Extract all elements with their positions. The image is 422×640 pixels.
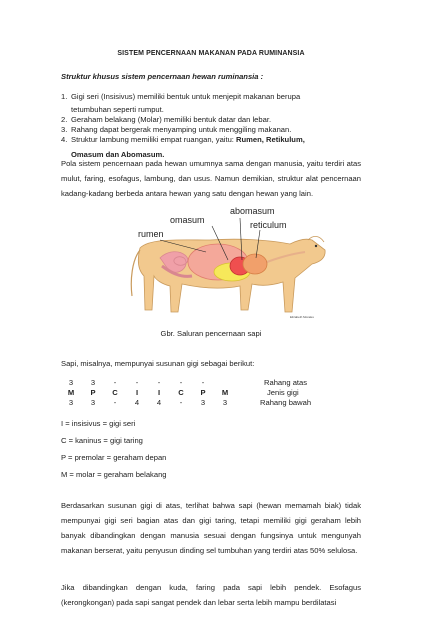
label-rahang-bawah: Rahang bawah [260,398,312,407]
document-title: SISTEM PENCERNAAN MAKANAN PADA RUMINANSIA [117,50,305,57]
label-reticulum: reticulum [250,220,287,230]
paragraph-analysis: Berdasarkan susunan gigi di atas, terlihat bahwa sapi (hewan memamah biak) tidak mempunyai gigi seri bagian atas dan gigi taring, tetapi memiliki gigi geraham lebih banyak dibandingkan dengan manusia sesuai dengan fungsinya untuk mengunyah makanan berserat, yaitu penyusun dinding sel tumbuhan yang terdiri atas 50% selulosa. [61,501,361,555]
label-abomasum: abomasum [230,206,275,216]
structure-list [61,92,381,160]
list-item: tetumbuhan seperti rumput. [71,105,164,114]
legend-item: I = insisivus = gigi seri [61,419,136,428]
legend-item: P = premolar = geraham depan [61,453,167,462]
cow-digestive-figure [120,200,330,325]
dental-formula: 3 3 - - - - - M P C I I C P M 3 3 - 4 4 - 3 3 Rahang atas Jenis gigi Rahang bawah [67,378,312,407]
label-rumen: rumen [138,229,164,239]
paragraph-teeth-intro: Sapi, misalnya, mempunyai susunan gigi sebagai berikut: [61,359,255,368]
list-item-continuation: Omasum dan Abomasum. [71,150,165,159]
list-item: 2. Geraham belakang (Molar) memiliki bentuk datar dan lebar. [61,115,272,124]
reticulum-shape [243,254,267,274]
label-rahang-atas: Rahang atas [264,378,308,387]
list-item: 3. Rahang dapat bergerak menyamping untuk menggiling makanan. [61,125,292,134]
paragraph-intro: Pola sistem pencernaan pada hewan umumnya sama dengan manusia, yaitu terdiri atas mulut, faring, esofagus, lambung, dan usus. Namun demikian, struktur alat pencernaan kadang-kadang berbeda antara hewan yang satu dengan hewan yang lain. [61,159,361,198]
label-jenis-gigi: Jenis gigi [267,388,299,397]
list-item: 4. Struktur lambung memiliki empat ruangan, yaitu: Rumen, Retikulum, [61,135,305,144]
legend-item: M = molar = geraham belakang [61,470,167,479]
section-subtitle: Struktur khusus sistem pencernaan hewan ruminansia : [61,72,264,81]
list-item: 1. Gigi seri (Insisivus) memiliki bentuk untuk menjepit makanan berupa [61,92,301,101]
figure-credit: Elizabeth Morales [290,315,314,319]
legend-item: C = kaninus = gigi taring [61,436,143,445]
label-omasum: omasum [170,215,205,225]
paragraph-comparison: Jika dibandingkan dengan kuda, faring pada sapi lebih pendek. Esofagus (kerongkongan) pada sapi sangat pendek dan lebar serta lebih mampu berdilatasi [61,583,361,607]
figure-caption: Gbr. Saluran pencernaan sapi [160,329,262,338]
